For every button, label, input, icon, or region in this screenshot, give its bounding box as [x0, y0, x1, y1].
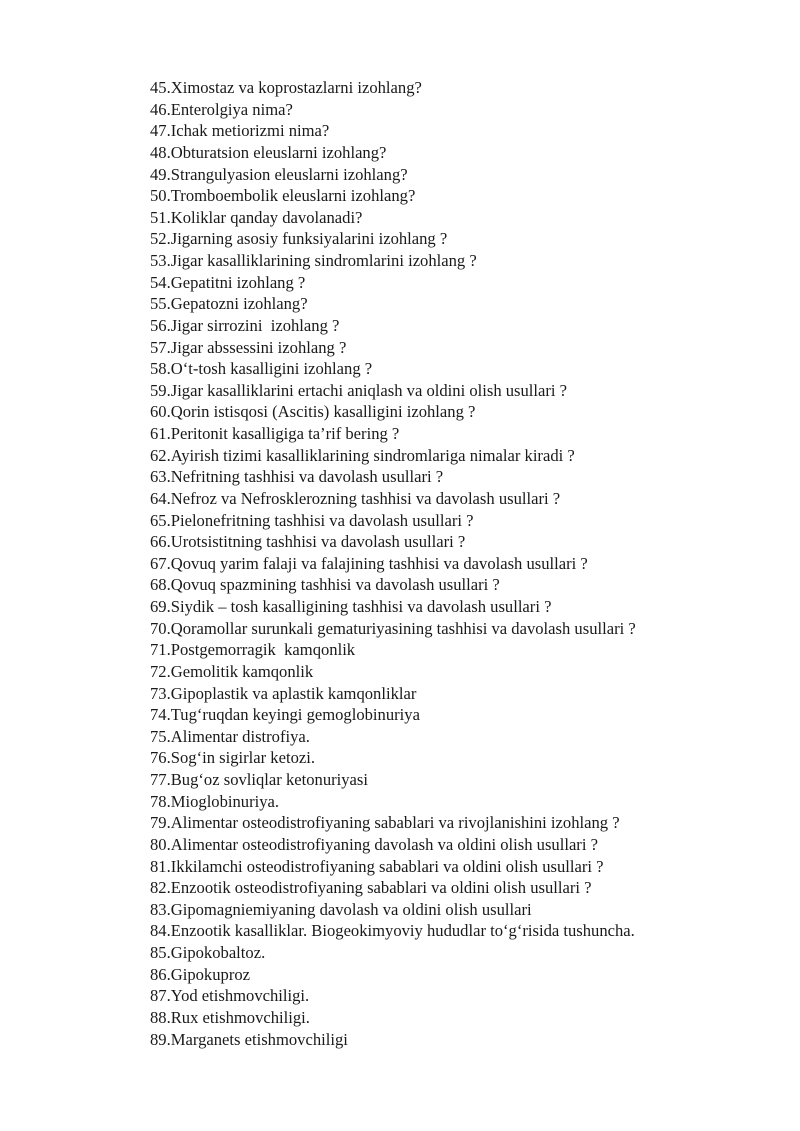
question-item: 47.Ichak metiorizmi nima?	[150, 121, 330, 141]
question-item: 50.Tromboembolik eleuslarni izohlang?	[150, 186, 416, 206]
question-item: 74.Tug‘ruqdan keyingi gemoglobinuriya	[150, 705, 420, 725]
question-item: 62.Ayirish tizimi kasalliklarining sindromlariga nimalar kiradi ?	[150, 445, 575, 465]
question-item: 63.Nefritning tashhisi va davolash usullari ?	[150, 467, 444, 487]
question-item: 64.Nefroz va Nefrosklerozning tashhisi va davolash usullari ?	[150, 488, 561, 508]
question-item: 55.Gepatozni izohlang?	[150, 294, 308, 314]
question-item: 66.Urotsistitning tashhisi va davolash usullari ?	[150, 532, 466, 552]
question-item: 49.Strangulyasion eleuslarni izohlang?	[150, 164, 408, 184]
question-item: 48.Obturatsion eleuslarni izohlang?	[150, 142, 387, 162]
question-item: 58.O‘t-tosh kasalligini izohlang ?	[150, 359, 373, 379]
question-item: 86.Gipokuproz	[150, 964, 251, 984]
question-item: 88.Rux etishmovchiligi.	[150, 1007, 310, 1027]
question-item: 45.Ximostaz va koprostazlarni izohlang?	[150, 78, 422, 97]
question-item: 72.Gemolitik kamqonlik	[150, 661, 314, 681]
question-item: 69.Siydik – tosh kasalligining tashhisi va davolash usullari ?	[150, 597, 552, 616]
question-item: 57.Jigar abssessini izohlang ?	[150, 337, 347, 357]
question-item: 80.Alimentar osteodistrofiyaning davolash va oldini olish usullari ?	[150, 834, 598, 854]
question-item: 65.Pielonefritning tashhisi va davolash usullari ?	[150, 510, 474, 530]
question-item: 67.Qovuq yarim falaji va falajining tashhisi va davolash usullari ?	[150, 553, 588, 573]
question-item: 77.Bug‘oz sovliqlar ketonuriyasi	[150, 770, 368, 789]
question-item: 52.Jigarning asosiy funksiyalarini izohlang ?	[150, 229, 448, 249]
question-item: 75.Alimentar distrofiya.	[150, 726, 310, 746]
question-item: 79.Alimentar osteodistrofiyaning sabablari va rivojlanishini izohlang ?	[150, 813, 620, 833]
question-item: 68.Qovuq spazmining tashhisi va davolash usullari ?	[150, 575, 500, 595]
question-item: 56.Jigar sirrozini izohlang ?	[150, 315, 340, 335]
question-item: 46.Enterolgiya nima?	[150, 99, 293, 119]
question-item: 60.Qorin istisqosi (Ascitis) kasalligini izohlang ?	[150, 402, 476, 422]
question-item: 84.Enzootik kasalliklar. Biogeokimyoviy hududlar to‘g‘risida tushuncha.	[150, 921, 635, 941]
question-item: 61.Peritonit kasalligiga ta’rif bering ?	[150, 424, 400, 443]
question-item: 83.Gipomagniemiyaning davolash va oldini olish usullari	[150, 899, 532, 919]
question-item: 53.Jigar kasalliklarining sindromlarini izohlang ?	[150, 251, 477, 270]
question-item: 51.Koliklar qanday davolanadi?	[150, 207, 363, 227]
question-item: 73.Gipoplastik va aplastik kamqonliklar	[150, 683, 417, 703]
question-list	[150, 77, 750, 1050]
question-item: 54.Gepatitni izohlang ?	[150, 272, 306, 292]
question-item: 78.Mioglobinuriya.	[150, 791, 280, 811]
question-item: 71.Postgemorragik kamqonlik	[150, 640, 356, 660]
question-item: 87.Yod etishmovchiligi.	[150, 986, 310, 1006]
question-item: 89.Marganets etishmovchiligi	[150, 1029, 348, 1049]
question-item: 82.Enzootik osteodistrofiyaning sabablari va oldini olish usullari ?	[150, 878, 592, 898]
question-item: 70.Qoramollar surunkali gematuriyasining tashhisi va davolash usullari ?	[150, 618, 636, 638]
question-item: 59.Jigar kasalliklarini ertachi aniqlash va oldini olish usullari ?	[150, 380, 568, 400]
question-item: 81.Ikkilamchi osteodistrofiyaning sabablari va oldini olish usullari ?	[150, 856, 604, 876]
question-item: 85.Gipokobaltoz.	[150, 943, 266, 962]
question-item: 76.Sog‘in sigirlar ketozi.	[150, 748, 315, 768]
